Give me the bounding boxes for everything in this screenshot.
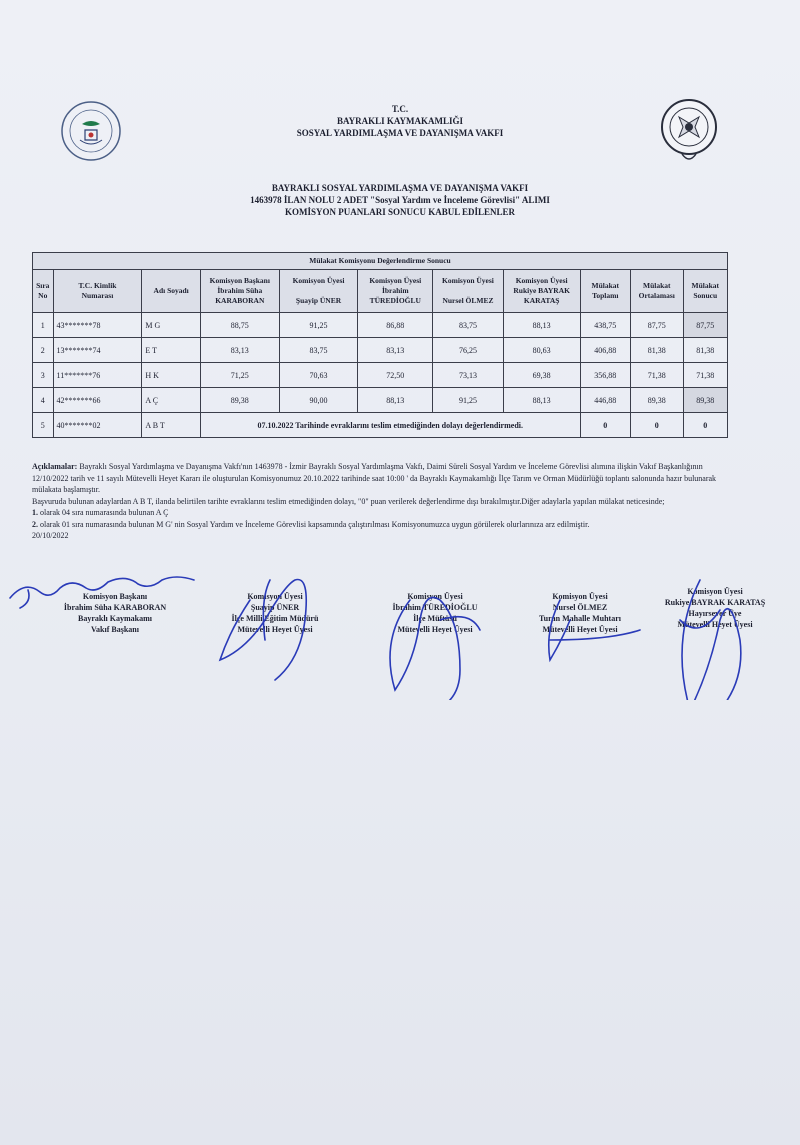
- signature-block-1: Komisyon Başkanı İbrahim Süha KARABORAN Bayraklı Kaymakamı Vakıf Başkanı: [63, 592, 167, 634]
- table-caption: Mülakat Komisyonu Değerlendirme Sonucu: [33, 253, 728, 270]
- cell-k1: 89,38: [200, 388, 279, 413]
- col-header-sonuc: Mülakat Sonucu: [683, 270, 728, 313]
- notes-paragraph1: Açıklamalar: Bayraklı Sosyal Yardımlaşma ve Dayanışma Vakfı'nın 1463978 - İzmir Bayraklı Sosyal Yardımlaşma Vakfı, Daimi Süreli Sosyal Yardım ve İnceleme Görevlisi alımına ilişkin Vakıf Başkanlığının 12/10/2022 tarih ve 11 sayılı Mütevelli Heyet Kararı ile oluşturulan Komisyonumuz 20.10.2022 tarihinde saat 10:00 ' da Bayraklı Kaymakamlığı İlçe Tarım ve Orman Müdürlüğü toplantı salonunda hazır bulunarak mülakata başlamıştır.: [32, 462, 717, 494]
- table-row: [33, 388, 728, 413]
- cell-k5: 88,13: [503, 388, 580, 413]
- header-line3: SOSYAL YARDIMLAŞMA VE DAYANIŞMA VAKFI: [296, 128, 504, 138]
- col-header-toplam: Mülakat Toplamı: [580, 270, 630, 313]
- cell-ortalama: 71,38: [631, 363, 684, 388]
- cell-ortalama: 81,38: [631, 338, 684, 363]
- col-header-sira: Sıra No: [33, 270, 54, 313]
- table-row: [33, 338, 728, 363]
- cell-ad: H K: [142, 363, 201, 388]
- header-line2: BAYRAKLI KAYMAKAMLIĞI: [336, 116, 464, 126]
- cell-ad: A Ç: [142, 388, 201, 413]
- cell-ad: E T: [142, 338, 201, 363]
- col-header-ad: Adı Soyadı: [142, 270, 201, 313]
- cell-k5: 88,13: [503, 313, 580, 338]
- notes-label: Açıklamalar:: [32, 462, 78, 471]
- cell-sonuc: 87,75: [683, 313, 728, 338]
- cell-k4: 73,13: [433, 363, 504, 388]
- cell-sonuc: 0: [683, 413, 728, 438]
- cell-k1: 83,13: [200, 338, 279, 363]
- col-header-k1: Komisyon Başkanı İbrahim Süha KARABORAN: [200, 270, 279, 313]
- results-table: [32, 252, 728, 438]
- cell-ad: A B T: [142, 413, 201, 438]
- cell-sonuc: 71,38: [683, 363, 728, 388]
- cell-k4: 83,75: [433, 313, 504, 338]
- cell-tc: 11*******76: [53, 363, 142, 388]
- cell-toplam: 0: [580, 413, 630, 438]
- title-line1: BAYRAKLI SOSYAL YARDIMLAŞMA VE DAYANIŞMA VAKFI: [271, 183, 529, 193]
- cell-k2: 90,00: [279, 388, 358, 413]
- cell-no: 1: [33, 313, 54, 338]
- header-line1: T.C.: [391, 104, 409, 114]
- cell-ortalama: 0: [631, 413, 684, 438]
- cell-k5: 80,63: [503, 338, 580, 363]
- cell-ad: M G: [142, 313, 201, 338]
- col-header-ortalama: Mülakat Ortalaması: [631, 270, 684, 313]
- signature-block-2: Komisyon Üyesi Şuayip ÜNER İlçe Milli Eğitim Müdürü Mütevelli Heyet Üyesi: [231, 592, 319, 634]
- cell-tc: 13*******74: [53, 338, 142, 363]
- cell-k2: 91,25: [279, 313, 358, 338]
- table-row: [33, 313, 728, 338]
- cell-no: 2: [33, 338, 54, 363]
- cell-k3: 83,13: [358, 338, 433, 363]
- cell-ortalama: 87,75: [631, 313, 684, 338]
- signature-block-5: Komisyon Üyesi Rukiye BAYRAK KARATAŞ Hayırsever Üye Mütevelli Heyet Üyesi: [664, 587, 766, 629]
- cell-no: 3: [33, 363, 54, 388]
- cell-k1: 71,25: [200, 363, 279, 388]
- cell-no: 4: [33, 388, 54, 413]
- table-row: [33, 413, 728, 438]
- explanations: [32, 461, 732, 542]
- cell-k5: 69,38: [503, 363, 580, 388]
- cell-no: 5: [33, 413, 54, 438]
- handwritten-signatures-icon: [0, 560, 800, 700]
- cell-ortalama: 89,38: [631, 388, 684, 413]
- cell-k2: 83,75: [279, 338, 358, 363]
- table-body: [33, 313, 728, 413]
- cell-toplam: 356,88: [580, 363, 630, 388]
- cell-note: 07.10.2022 Tarihinde evraklarını teslim etmediğinden dolayı değerlendirmedi.: [200, 413, 580, 438]
- cell-k3: 72,50: [358, 363, 433, 388]
- col-header-k2: Komisyon Üyesi Şuayip ÜNER: [279, 270, 358, 313]
- notes-date: 20/10/2022: [32, 531, 69, 540]
- title-line2: 1463978 İLAN NOLU 2 ADET "Sosyal Yardım ve İnceleme Görevlisi" ALIMI: [250, 195, 550, 205]
- cell-k4: 76,25: [433, 338, 504, 363]
- cell-tc: 43*******78: [53, 313, 142, 338]
- title-line3: KOMİSYON PUANLARI SONUCU KABUL EDİLENLER: [284, 207, 516, 217]
- notes-item1: 1. olarak 04 sıra numarasında bulunan A Ç: [32, 508, 169, 517]
- notes-paragraph2: Başvuruda bulunan adaylardan A B T, ilanda belirtilen tarihte evraklarını teslim etmediğinden dolayı, "0" puan verilerek değerlendirme dışı bırakılmıştır.Diğer adaylarla yapılan mülakat neticesinde;: [32, 496, 665, 506]
- signature-block-3: Komisyon Üyesi İbrahim TÜREDİOĞLU İlçe Müftüsü Mütevelli Heyet Üyesi: [392, 592, 478, 634]
- col-header-tc: T.C. Kimlik Numarası: [53, 270, 142, 313]
- cell-tc: 42*******66: [53, 388, 142, 413]
- col-header-k5: Komisyon Üyesi Rukiye BAYRAK KARATAŞ: [503, 270, 580, 313]
- cell-k1: 88,75: [200, 313, 279, 338]
- vakif-seal-icon: [660, 98, 718, 166]
- col-header-k4: Komisyon Üyesi Nursel ÖLMEZ: [433, 270, 504, 313]
- col-header-k3: Komisyon Üyesi İbrahim TÜREDİOĞLU: [358, 270, 433, 313]
- cell-toplam: 446,88: [580, 388, 630, 413]
- cell-toplam: 406,88: [580, 338, 630, 363]
- cell-k4: 91,25: [433, 388, 504, 413]
- cell-sonuc: 89,38: [683, 388, 728, 413]
- cell-tc: 40*******02: [53, 413, 142, 438]
- cell-toplam: 438,75: [580, 313, 630, 338]
- cell-sonuc: 81,38: [683, 338, 728, 363]
- notes-item2: 2. olarak 01 sıra numarasında bulunan M G' nin Sosyal Yardım ve İnceleme Görevlisi kapsamında çalıştırılması Komisyonumuzca uygun görülerek olurlarınıza arz edilmiştir.: [32, 519, 590, 529]
- cell-k3: 88,13: [358, 388, 433, 413]
- signature-block-4: Komisyon Üyesi Nursel ÖLMEZ Turan Mahalle Muhtarı Mütevelli Heyet Üyesi: [539, 592, 621, 634]
- cell-k2: 70,63: [279, 363, 358, 388]
- table-row: [33, 363, 728, 388]
- document-title: [0, 182, 800, 218]
- cell-k3: 86,88: [358, 313, 433, 338]
